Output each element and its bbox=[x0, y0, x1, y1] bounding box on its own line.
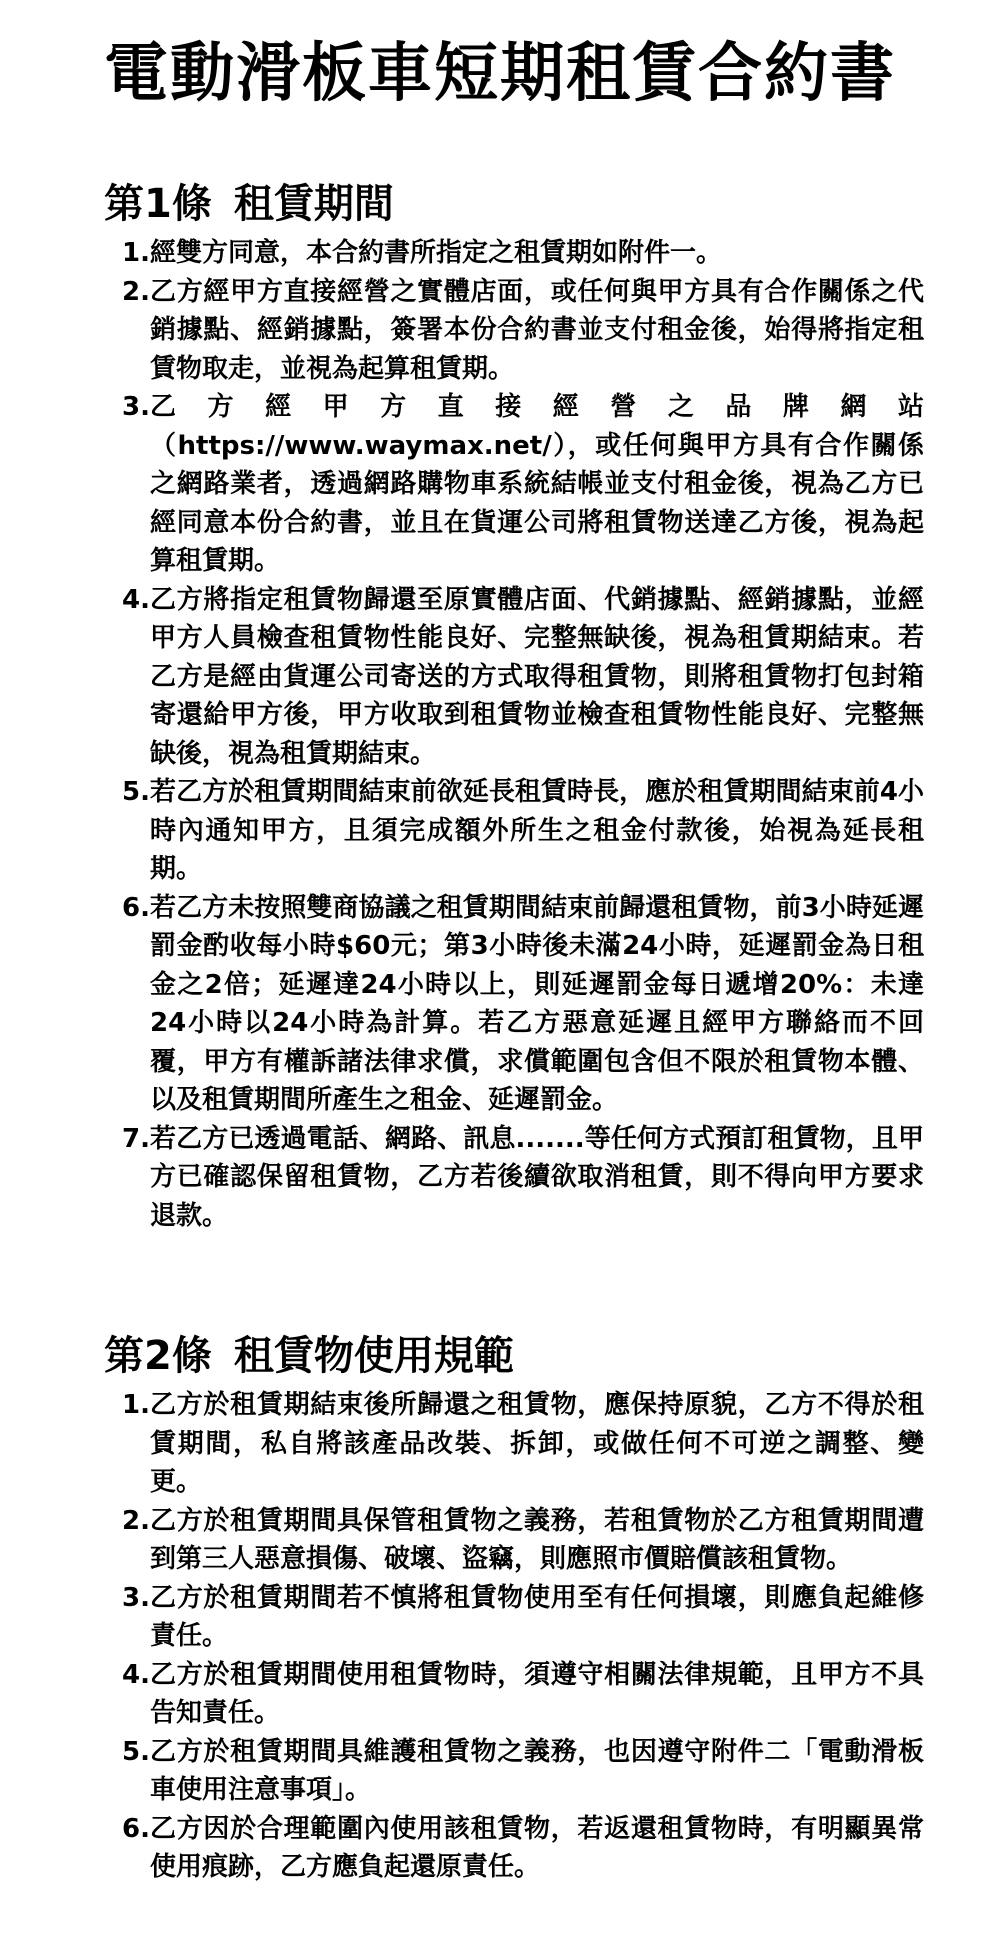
clause-text: 若乙方於租賃期間結束前欲延長租賃時長，應於租賃期間結束前4小時內通知甲方，且須完成額外所生之租金付款後，始視為延長租期。 bbox=[150, 777, 924, 884]
article-2-clause-list bbox=[104, 1386, 924, 1887]
clause-item bbox=[104, 273, 924, 389]
clause-number: 5. bbox=[122, 1736, 150, 1767]
clause-text: 若乙方未按照雙商協議之租賃期間結束前歸還租賃物，前3小時延遲罰金酌收每小時$60元；第3小時後未滿24小時，延遲罰金為日租金之2倍；延遲達24小時以上，則延遲罰金每日遞增20%：未達24小時以24小時為計算。若乙方惡意延遲且經甲方聯絡而不回覆，甲方有權訴諸法律求償，求償範圍包含但不限於租賃物本體、以及租賃期間所產生之租金、延遲罰金。 bbox=[150, 892, 924, 1115]
clause-number: 6. bbox=[122, 892, 150, 923]
clause-text: 若乙方已透過電話、網路、訊息.......等任何方式預訂租賃物，且甲方已確認保留租賃物，乙方若後續欲取消租賃，則不得向甲方要求退款。 bbox=[150, 1123, 924, 1231]
clause-number: 1. bbox=[122, 1390, 150, 1420]
clause-number: 3. bbox=[122, 392, 150, 422]
clause-item bbox=[104, 234, 924, 273]
clause-item bbox=[104, 1502, 924, 1579]
clause-number: 2. bbox=[122, 276, 150, 307]
document-title: 電動滑板車短期租賃合約書 bbox=[104, 37, 896, 111]
clause-number: 5. bbox=[122, 777, 150, 807]
clause-number: 4. bbox=[122, 1659, 150, 1690]
clause-item bbox=[104, 1733, 924, 1810]
clause-item bbox=[104, 1656, 924, 1733]
clause-text: 乙方因於合理範圍內使用該租賃物，若返還租賃物時，有明顯異常使用痕跡，乙方應負起還原責任。 bbox=[150, 1813, 924, 1882]
clause-number: 4. bbox=[122, 584, 150, 615]
article-1-rental-period bbox=[104, 178, 924, 1235]
article-2-usage-rules bbox=[104, 1330, 924, 1887]
clause-text: 乙方於租賃期結束後所歸還之租賃物，應保持原貌，乙方不得於租賃期間，私自將該產品改裝、拆卸，或做任何不可逆之調整、變更。 bbox=[150, 1390, 924, 1497]
clause-text: 乙方經甲方直接經營之品牌網站（https://www.waymax.net/），或任何與甲方具有合作關係之網路業者，透過網路購物車系統結帳並支付租金後，視為乙方已經同意本份合約書，並且在貨運公司將租賃物送達乙方後，視為起算租賃期。 bbox=[150, 392, 924, 576]
clause-text: 乙方於租賃期間使用租賃物時，須遵守相關法律規範，且甲方不具告知責任。 bbox=[150, 1659, 924, 1728]
clause-item bbox=[104, 1120, 924, 1236]
clause-text: 乙方於租賃期間若不慎將租賃物使用至有任何損壞，則應負起維修責任。 bbox=[150, 1582, 924, 1651]
clause-number: 7. bbox=[122, 1123, 150, 1154]
clause-text: 乙方經甲方直接經營之實體店面，或任何與甲方具有合作關係之代銷據點、經銷據點，簽署本份合約書並支付租金後，始得將指定租賃物取走，並視為起算租賃期。 bbox=[150, 276, 924, 384]
article-2-heading bbox=[104, 1330, 924, 1382]
clause-number: 6. bbox=[122, 1813, 150, 1844]
clause-item bbox=[104, 581, 924, 774]
clause-text: 乙方於租賃期間具維護租賃物之義務，也因遵守附件二「電動滑板車使用注意事項」。 bbox=[150, 1736, 924, 1805]
clause-number: 2. bbox=[122, 1505, 150, 1536]
article-1-heading bbox=[104, 178, 924, 230]
clause-item bbox=[104, 388, 924, 581]
clause-text: 乙方於租賃期間具保管租賃物之義務，若租賃物於乙方租賃期間遭到第三人惡意損傷、破壞、盜竊，則應照市價賠償該租賃物。 bbox=[150, 1505, 924, 1574]
clause-item bbox=[104, 1810, 924, 1887]
clause-text: 經雙方同意，本合約書所指定之租賃期如附件一。 bbox=[150, 238, 723, 268]
clause-item bbox=[104, 889, 924, 1120]
article-title: 租賃期間 bbox=[233, 181, 394, 227]
clause-item bbox=[104, 1579, 924, 1656]
article-title: 租賃物使用規範 bbox=[233, 1333, 514, 1379]
article-number: 第2條 bbox=[104, 1333, 212, 1379]
clause-number: 1. bbox=[122, 238, 150, 268]
clause-item bbox=[104, 773, 924, 889]
clause-number: 3. bbox=[122, 1582, 150, 1613]
article-number: 第1條 bbox=[104, 181, 212, 227]
clause-item bbox=[104, 1386, 924, 1502]
clause-text: 乙方將指定租賃物歸還至原實體店面、代銷據點、經銷據點，並經甲方人員檢查租賃物性能良好、完整無缺後，視為租賃期結束。若乙方是經由貨運公司寄送的方式取得租賃物，則將租賃物打包封箱寄還給甲方後，甲方收取到租賃物並檢查租賃物性能良好、完整無缺後，視為租賃期結束。 bbox=[150, 584, 924, 769]
article-1-clause-list bbox=[104, 234, 924, 1235]
